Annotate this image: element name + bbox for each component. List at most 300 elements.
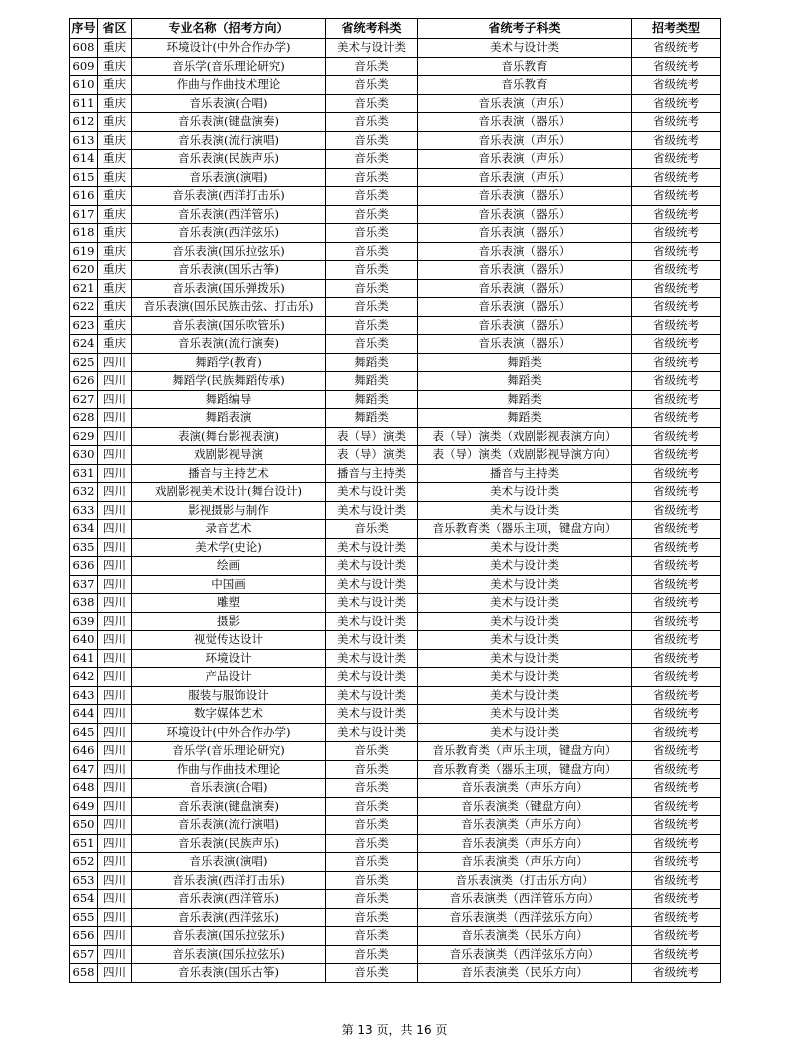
province-cell: 重庆 [98, 131, 132, 150]
admission-type-cell: 省级统考 [632, 668, 721, 687]
table-row [70, 520, 721, 539]
major-cell: 音乐表演(国乐拉弦乐) [132, 945, 326, 964]
exam-subcategory-cell: 音乐表演（器乐） [418, 224, 632, 243]
table-row [70, 113, 721, 132]
exam-category-cell: 播音与主持类 [326, 464, 418, 483]
seq-cell: 638 [70, 594, 98, 613]
header-seq: 序号 [70, 19, 98, 39]
admission-type-cell: 省级统考 [632, 76, 721, 95]
province-cell: 四川 [98, 668, 132, 687]
major-cell: 播音与主持艺术 [132, 464, 326, 483]
admission-type-cell: 省级统考 [632, 113, 721, 132]
exam-subcategory-cell: 音乐表演类（西洋管乐方向） [418, 890, 632, 909]
exam-subcategory-cell: 舞蹈类 [418, 409, 632, 428]
admission-type-cell: 省级统考 [632, 372, 721, 391]
province-cell: 四川 [98, 705, 132, 724]
admission-type-cell: 省级统考 [632, 224, 721, 243]
major-cell: 音乐表演(国乐古筝) [132, 964, 326, 983]
seq-cell: 623 [70, 316, 98, 335]
exam-category-cell: 美术与设计类 [326, 483, 418, 502]
province-cell: 重庆 [98, 335, 132, 354]
seq-cell: 641 [70, 649, 98, 668]
exam-subcategory-cell: 音乐教育类（声乐主项，键盘方向） [418, 742, 632, 761]
seq-cell: 635 [70, 538, 98, 557]
province-cell: 四川 [98, 908, 132, 927]
header-major: 专业名称（招考方向） [132, 19, 326, 39]
admission-type-cell: 省级统考 [632, 298, 721, 317]
seq-cell: 636 [70, 557, 98, 576]
exam-category-cell: 美术与设计类 [326, 705, 418, 724]
seq-cell: 627 [70, 390, 98, 409]
admission-type-cell: 省级统考 [632, 353, 721, 372]
major-cell: 音乐表演(民族声乐) [132, 150, 326, 169]
table-row [70, 39, 721, 58]
admission-type-cell: 省级统考 [632, 279, 721, 298]
table-row [70, 908, 721, 927]
header-admission-type: 招考类型 [632, 19, 721, 39]
exam-subcategory-cell: 音乐表演（器乐） [418, 261, 632, 280]
major-cell: 雕塑 [132, 594, 326, 613]
major-cell: 影视摄影与制作 [132, 501, 326, 520]
seq-cell: 658 [70, 964, 98, 983]
seq-cell: 609 [70, 57, 98, 76]
major-cell: 音乐表演(合唱) [132, 779, 326, 798]
exam-category-cell: 音乐类 [326, 224, 418, 243]
table-row [70, 501, 721, 520]
exam-category-cell: 音乐类 [326, 742, 418, 761]
province-cell: 四川 [98, 871, 132, 890]
major-cell: 戏剧影视美术设计(舞台设计) [132, 483, 326, 502]
major-cell: 音乐表演(西洋管乐) [132, 890, 326, 909]
major-cell: 中国画 [132, 575, 326, 594]
major-cell: 音乐表演(国乐弹拨乐) [132, 279, 326, 298]
table-row [70, 816, 721, 835]
exam-subcategory-cell: 音乐教育类（器乐主项，键盘方向） [418, 520, 632, 539]
table-row [70, 668, 721, 687]
table-row [70, 612, 721, 631]
seq-cell: 616 [70, 187, 98, 206]
table-row [70, 742, 721, 761]
table-row [70, 871, 721, 890]
table-row [70, 76, 721, 95]
seq-cell: 613 [70, 131, 98, 150]
province-cell: 四川 [98, 520, 132, 539]
exam-category-cell: 音乐类 [326, 816, 418, 835]
table-header-row [70, 19, 721, 39]
exam-category-cell: 音乐类 [326, 520, 418, 539]
province-cell: 四川 [98, 834, 132, 853]
seq-cell: 640 [70, 631, 98, 650]
exam-category-cell: 音乐类 [326, 797, 418, 816]
seq-cell: 657 [70, 945, 98, 964]
table-row [70, 464, 721, 483]
admission-type-cell: 省级统考 [632, 779, 721, 798]
major-cell: 音乐表演(演唱) [132, 853, 326, 872]
major-cell: 音乐表演(国乐拉弦乐) [132, 242, 326, 261]
table-row [70, 575, 721, 594]
exam-category-cell: 音乐类 [326, 927, 418, 946]
table-row [70, 705, 721, 724]
exam-subcategory-cell: 音乐表演（声乐） [418, 94, 632, 113]
province-cell: 重庆 [98, 94, 132, 113]
table-row [70, 594, 721, 613]
seq-cell: 612 [70, 113, 98, 132]
admission-type-cell: 省级统考 [632, 686, 721, 705]
table-row [70, 890, 721, 909]
admission-type-cell: 省级统考 [632, 168, 721, 187]
admission-type-cell: 省级统考 [632, 927, 721, 946]
exam-category-cell: 音乐类 [326, 871, 418, 890]
major-cell: 音乐表演(西洋管乐) [132, 205, 326, 224]
seq-cell: 643 [70, 686, 98, 705]
seq-cell: 631 [70, 464, 98, 483]
exam-category-cell: 音乐类 [326, 76, 418, 95]
province-cell: 重庆 [98, 187, 132, 206]
seq-cell: 644 [70, 705, 98, 724]
table-row [70, 261, 721, 280]
major-cell: 作曲与作曲技术理论 [132, 76, 326, 95]
seq-cell: 639 [70, 612, 98, 631]
admission-type-cell: 省级统考 [632, 742, 721, 761]
exam-category-cell: 音乐类 [326, 964, 418, 983]
table-row [70, 834, 721, 853]
major-cell: 作曲与作曲技术理论 [132, 760, 326, 779]
province-cell: 四川 [98, 427, 132, 446]
table-row [70, 242, 721, 261]
province-cell: 四川 [98, 927, 132, 946]
exam-subcategory-cell: 音乐表演（器乐） [418, 298, 632, 317]
admission-type-cell: 省级统考 [632, 94, 721, 113]
table-row [70, 446, 721, 465]
exam-subcategory-cell: 美术与设计类 [418, 705, 632, 724]
seq-cell: 620 [70, 261, 98, 280]
table-row [70, 409, 721, 428]
seq-cell: 648 [70, 779, 98, 798]
seq-cell: 654 [70, 890, 98, 909]
admission-type-cell: 省级统考 [632, 520, 721, 539]
major-cell: 音乐表演(西洋打击乐) [132, 871, 326, 890]
table-row [70, 964, 721, 983]
major-cell: 数字媒体艺术 [132, 705, 326, 724]
exam-subcategory-cell: 音乐表演（声乐） [418, 168, 632, 187]
exam-category-cell: 美术与设计类 [326, 686, 418, 705]
admission-type-cell: 省级统考 [632, 446, 721, 465]
exam-category-cell: 音乐类 [326, 779, 418, 798]
major-cell: 音乐表演(民族声乐) [132, 834, 326, 853]
province-cell: 四川 [98, 964, 132, 983]
province-cell: 重庆 [98, 39, 132, 58]
province-cell: 四川 [98, 779, 132, 798]
exam-category-cell: 美术与设计类 [326, 723, 418, 742]
table-row [70, 797, 721, 816]
exam-category-cell: 美术与设计类 [326, 538, 418, 557]
seq-cell: 653 [70, 871, 98, 890]
exam-category-cell: 美术与设计类 [326, 649, 418, 668]
seq-cell: 629 [70, 427, 98, 446]
table-row [70, 187, 721, 206]
table-row [70, 631, 721, 650]
table-row [70, 760, 721, 779]
exam-category-cell: 音乐类 [326, 150, 418, 169]
exam-subcategory-cell: 美术与设计类 [418, 483, 632, 502]
province-cell: 四川 [98, 890, 132, 909]
exam-subcategory-cell: 美术与设计类 [418, 723, 632, 742]
province-cell: 四川 [98, 538, 132, 557]
exam-subcategory-cell: 美术与设计类 [418, 538, 632, 557]
table-row [70, 224, 721, 243]
major-cell: 音乐表演(西洋弦乐) [132, 224, 326, 243]
admission-type-cell: 省级统考 [632, 705, 721, 724]
province-cell: 四川 [98, 631, 132, 650]
major-cell: 音乐表演(键盘演奏) [132, 113, 326, 132]
seq-cell: 617 [70, 205, 98, 224]
exam-category-cell: 音乐类 [326, 316, 418, 335]
exam-subcategory-cell: 美术与设计类 [418, 631, 632, 650]
seq-cell: 655 [70, 908, 98, 927]
province-cell: 四川 [98, 612, 132, 631]
province-cell: 重庆 [98, 224, 132, 243]
admission-type-cell: 省级统考 [632, 150, 721, 169]
seq-cell: 614 [70, 150, 98, 169]
exam-subcategory-cell: 舞蹈类 [418, 353, 632, 372]
exam-subcategory-cell: 音乐表演（器乐） [418, 113, 632, 132]
province-cell: 四川 [98, 760, 132, 779]
seq-cell: 630 [70, 446, 98, 465]
exam-subcategory-cell: 美术与设计类 [418, 594, 632, 613]
admission-type-cell: 省级统考 [632, 723, 721, 742]
seq-cell: 650 [70, 816, 98, 835]
table-row [70, 427, 721, 446]
seq-cell: 647 [70, 760, 98, 779]
exam-subcategory-cell: 美术与设计类 [418, 668, 632, 687]
exam-category-cell: 美术与设计类 [326, 668, 418, 687]
admission-type-cell: 省级统考 [632, 816, 721, 835]
table-row [70, 927, 721, 946]
major-cell: 戏剧影视导演 [132, 446, 326, 465]
exam-category-cell: 舞蹈类 [326, 390, 418, 409]
major-cell: 音乐表演(合唱) [132, 94, 326, 113]
seq-cell: 649 [70, 797, 98, 816]
exam-subcategory-cell: 音乐表演（器乐） [418, 279, 632, 298]
table-row [70, 57, 721, 76]
exam-category-cell: 美术与设计类 [326, 594, 418, 613]
major-cell: 产品设计 [132, 668, 326, 687]
province-cell: 四川 [98, 464, 132, 483]
exam-category-cell: 舞蹈类 [326, 353, 418, 372]
admission-type-cell: 省级统考 [632, 557, 721, 576]
exam-category-cell: 美术与设计类 [326, 575, 418, 594]
exam-category-cell: 音乐类 [326, 279, 418, 298]
major-cell: 音乐表演(国乐民族击弦、打击乐) [132, 298, 326, 317]
page-footer: 第 13 页，共 16 页 [341, 1023, 448, 1037]
major-cell: 视觉传达设计 [132, 631, 326, 650]
seq-cell: 611 [70, 94, 98, 113]
province-cell: 四川 [98, 446, 132, 465]
exam-subcategory-cell: 音乐表演（器乐） [418, 335, 632, 354]
admission-type-cell: 省级统考 [632, 335, 721, 354]
table-row [70, 649, 721, 668]
province-cell: 重庆 [98, 298, 132, 317]
seq-cell: 610 [70, 76, 98, 95]
admission-type-cell: 省级统考 [632, 649, 721, 668]
major-cell: 录音艺术 [132, 520, 326, 539]
exam-subcategory-cell: 美术与设计类 [418, 557, 632, 576]
major-cell: 音乐表演(国乐拉弦乐) [132, 927, 326, 946]
major-cell: 音乐表演(流行演唱) [132, 816, 326, 835]
exam-subcategory-cell: 音乐表演类（民乐方向） [418, 927, 632, 946]
admission-type-cell: 省级统考 [632, 797, 721, 816]
table-row [70, 335, 721, 354]
admission-type-cell: 省级统考 [632, 261, 721, 280]
exam-category-cell: 音乐类 [326, 834, 418, 853]
table-row [70, 945, 721, 964]
admission-type-cell: 省级统考 [632, 131, 721, 150]
exam-subcategory-cell: 音乐表演类（西洋弦乐方向） [418, 945, 632, 964]
table-row [70, 686, 721, 705]
exam-subcategory-cell: 音乐教育 [418, 76, 632, 95]
exam-category-cell: 音乐类 [326, 168, 418, 187]
major-cell: 舞蹈编导 [132, 390, 326, 409]
seq-cell: 608 [70, 39, 98, 58]
admission-table [69, 18, 721, 983]
major-cell: 音乐学(音乐理论研究) [132, 57, 326, 76]
table-row [70, 205, 721, 224]
exam-subcategory-cell: 音乐表演类（键盘方向） [418, 797, 632, 816]
admission-type-cell: 省级统考 [632, 760, 721, 779]
seq-cell: 618 [70, 224, 98, 243]
exam-subcategory-cell: 音乐表演类（声乐方向） [418, 853, 632, 872]
admission-type-cell: 省级统考 [632, 242, 721, 261]
exam-subcategory-cell: 音乐表演（器乐） [418, 187, 632, 206]
header-province: 省区 [98, 19, 132, 39]
province-cell: 四川 [98, 483, 132, 502]
exam-subcategory-cell: 音乐教育 [418, 57, 632, 76]
major-cell: 音乐学(音乐理论研究) [132, 742, 326, 761]
exam-subcategory-cell: 表（导）演类（戏剧影视表演方向） [418, 427, 632, 446]
seq-cell: 628 [70, 409, 98, 428]
major-cell: 音乐表演(键盘演奏) [132, 797, 326, 816]
exam-subcategory-cell: 美术与设计类 [418, 612, 632, 631]
exam-category-cell: 音乐类 [326, 853, 418, 872]
province-cell: 重庆 [98, 168, 132, 187]
admission-type-cell: 省级统考 [632, 483, 721, 502]
table-row [70, 94, 721, 113]
province-cell: 四川 [98, 575, 132, 594]
seq-cell: 646 [70, 742, 98, 761]
province-cell: 四川 [98, 723, 132, 742]
exam-subcategory-cell: 舞蹈类 [418, 372, 632, 391]
admission-type-cell: 省级统考 [632, 187, 721, 206]
exam-category-cell: 音乐类 [326, 908, 418, 927]
table-row [70, 279, 721, 298]
admission-type-cell: 省级统考 [632, 501, 721, 520]
province-cell: 四川 [98, 594, 132, 613]
table-body [70, 39, 721, 983]
admission-type-cell: 省级统考 [632, 390, 721, 409]
seq-cell: 652 [70, 853, 98, 872]
seq-cell: 637 [70, 575, 98, 594]
table-row [70, 538, 721, 557]
seq-cell: 651 [70, 834, 98, 853]
province-cell: 四川 [98, 797, 132, 816]
province-cell: 重庆 [98, 316, 132, 335]
admission-type-cell: 省级统考 [632, 964, 721, 983]
province-cell: 重庆 [98, 76, 132, 95]
exam-category-cell: 音乐类 [326, 335, 418, 354]
admission-type-cell: 省级统考 [632, 871, 721, 890]
table-row [70, 353, 721, 372]
exam-subcategory-cell: 音乐表演（声乐） [418, 131, 632, 150]
seq-cell: 622 [70, 298, 98, 317]
seq-cell: 626 [70, 372, 98, 391]
province-cell: 重庆 [98, 261, 132, 280]
header-exam-subcategory: 省统考子科类 [418, 19, 632, 39]
province-cell: 重庆 [98, 279, 132, 298]
major-cell: 音乐表演(国乐古筝) [132, 261, 326, 280]
seq-cell: 633 [70, 501, 98, 520]
province-cell: 重庆 [98, 205, 132, 224]
province-cell: 四川 [98, 945, 132, 964]
exam-subcategory-cell: 音乐表演类（声乐方向） [418, 779, 632, 798]
major-cell: 音乐表演(演唱) [132, 168, 326, 187]
province-cell: 重庆 [98, 150, 132, 169]
exam-category-cell: 表（导）演类 [326, 446, 418, 465]
admission-type-cell: 省级统考 [632, 908, 721, 927]
exam-category-cell: 音乐类 [326, 760, 418, 779]
province-cell: 四川 [98, 409, 132, 428]
exam-category-cell: 音乐类 [326, 242, 418, 261]
province-cell: 四川 [98, 853, 132, 872]
major-cell: 表演(舞台影视表演) [132, 427, 326, 446]
exam-subcategory-cell: 美术与设计类 [418, 686, 632, 705]
province-cell: 四川 [98, 501, 132, 520]
major-cell: 绘画 [132, 557, 326, 576]
exam-subcategory-cell: 音乐表演类（打击乐方向） [418, 871, 632, 890]
province-cell: 重庆 [98, 242, 132, 261]
table-row [70, 150, 721, 169]
exam-category-cell: 美术与设计类 [326, 612, 418, 631]
major-cell: 环境设计 [132, 649, 326, 668]
exam-category-cell: 音乐类 [326, 945, 418, 964]
admission-type-cell: 省级统考 [632, 409, 721, 428]
province-cell: 四川 [98, 649, 132, 668]
admission-type-cell: 省级统考 [632, 39, 721, 58]
exam-subcategory-cell: 美术与设计类 [418, 501, 632, 520]
table-row [70, 168, 721, 187]
exam-subcategory-cell: 美术与设计类 [418, 39, 632, 58]
exam-category-cell: 美术与设计类 [326, 501, 418, 520]
exam-category-cell: 美术与设计类 [326, 39, 418, 58]
province-cell: 重庆 [98, 113, 132, 132]
table-row [70, 723, 721, 742]
exam-category-cell: 表（导）演类 [326, 427, 418, 446]
province-cell: 四川 [98, 686, 132, 705]
seq-cell: 624 [70, 335, 98, 354]
exam-category-cell: 音乐类 [326, 205, 418, 224]
admission-type-cell: 省级统考 [632, 427, 721, 446]
major-cell: 音乐表演(国乐吹管乐) [132, 316, 326, 335]
major-cell: 摄影 [132, 612, 326, 631]
seq-cell: 615 [70, 168, 98, 187]
exam-subcategory-cell: 音乐表演类（西洋弦乐方向） [418, 908, 632, 927]
major-cell: 舞蹈学(教育) [132, 353, 326, 372]
table-row [70, 390, 721, 409]
exam-category-cell: 音乐类 [326, 187, 418, 206]
exam-subcategory-cell: 音乐表演（器乐） [418, 316, 632, 335]
exam-category-cell: 音乐类 [326, 261, 418, 280]
exam-category-cell: 音乐类 [326, 298, 418, 317]
exam-subcategory-cell: 音乐表演类（声乐方向） [418, 816, 632, 835]
